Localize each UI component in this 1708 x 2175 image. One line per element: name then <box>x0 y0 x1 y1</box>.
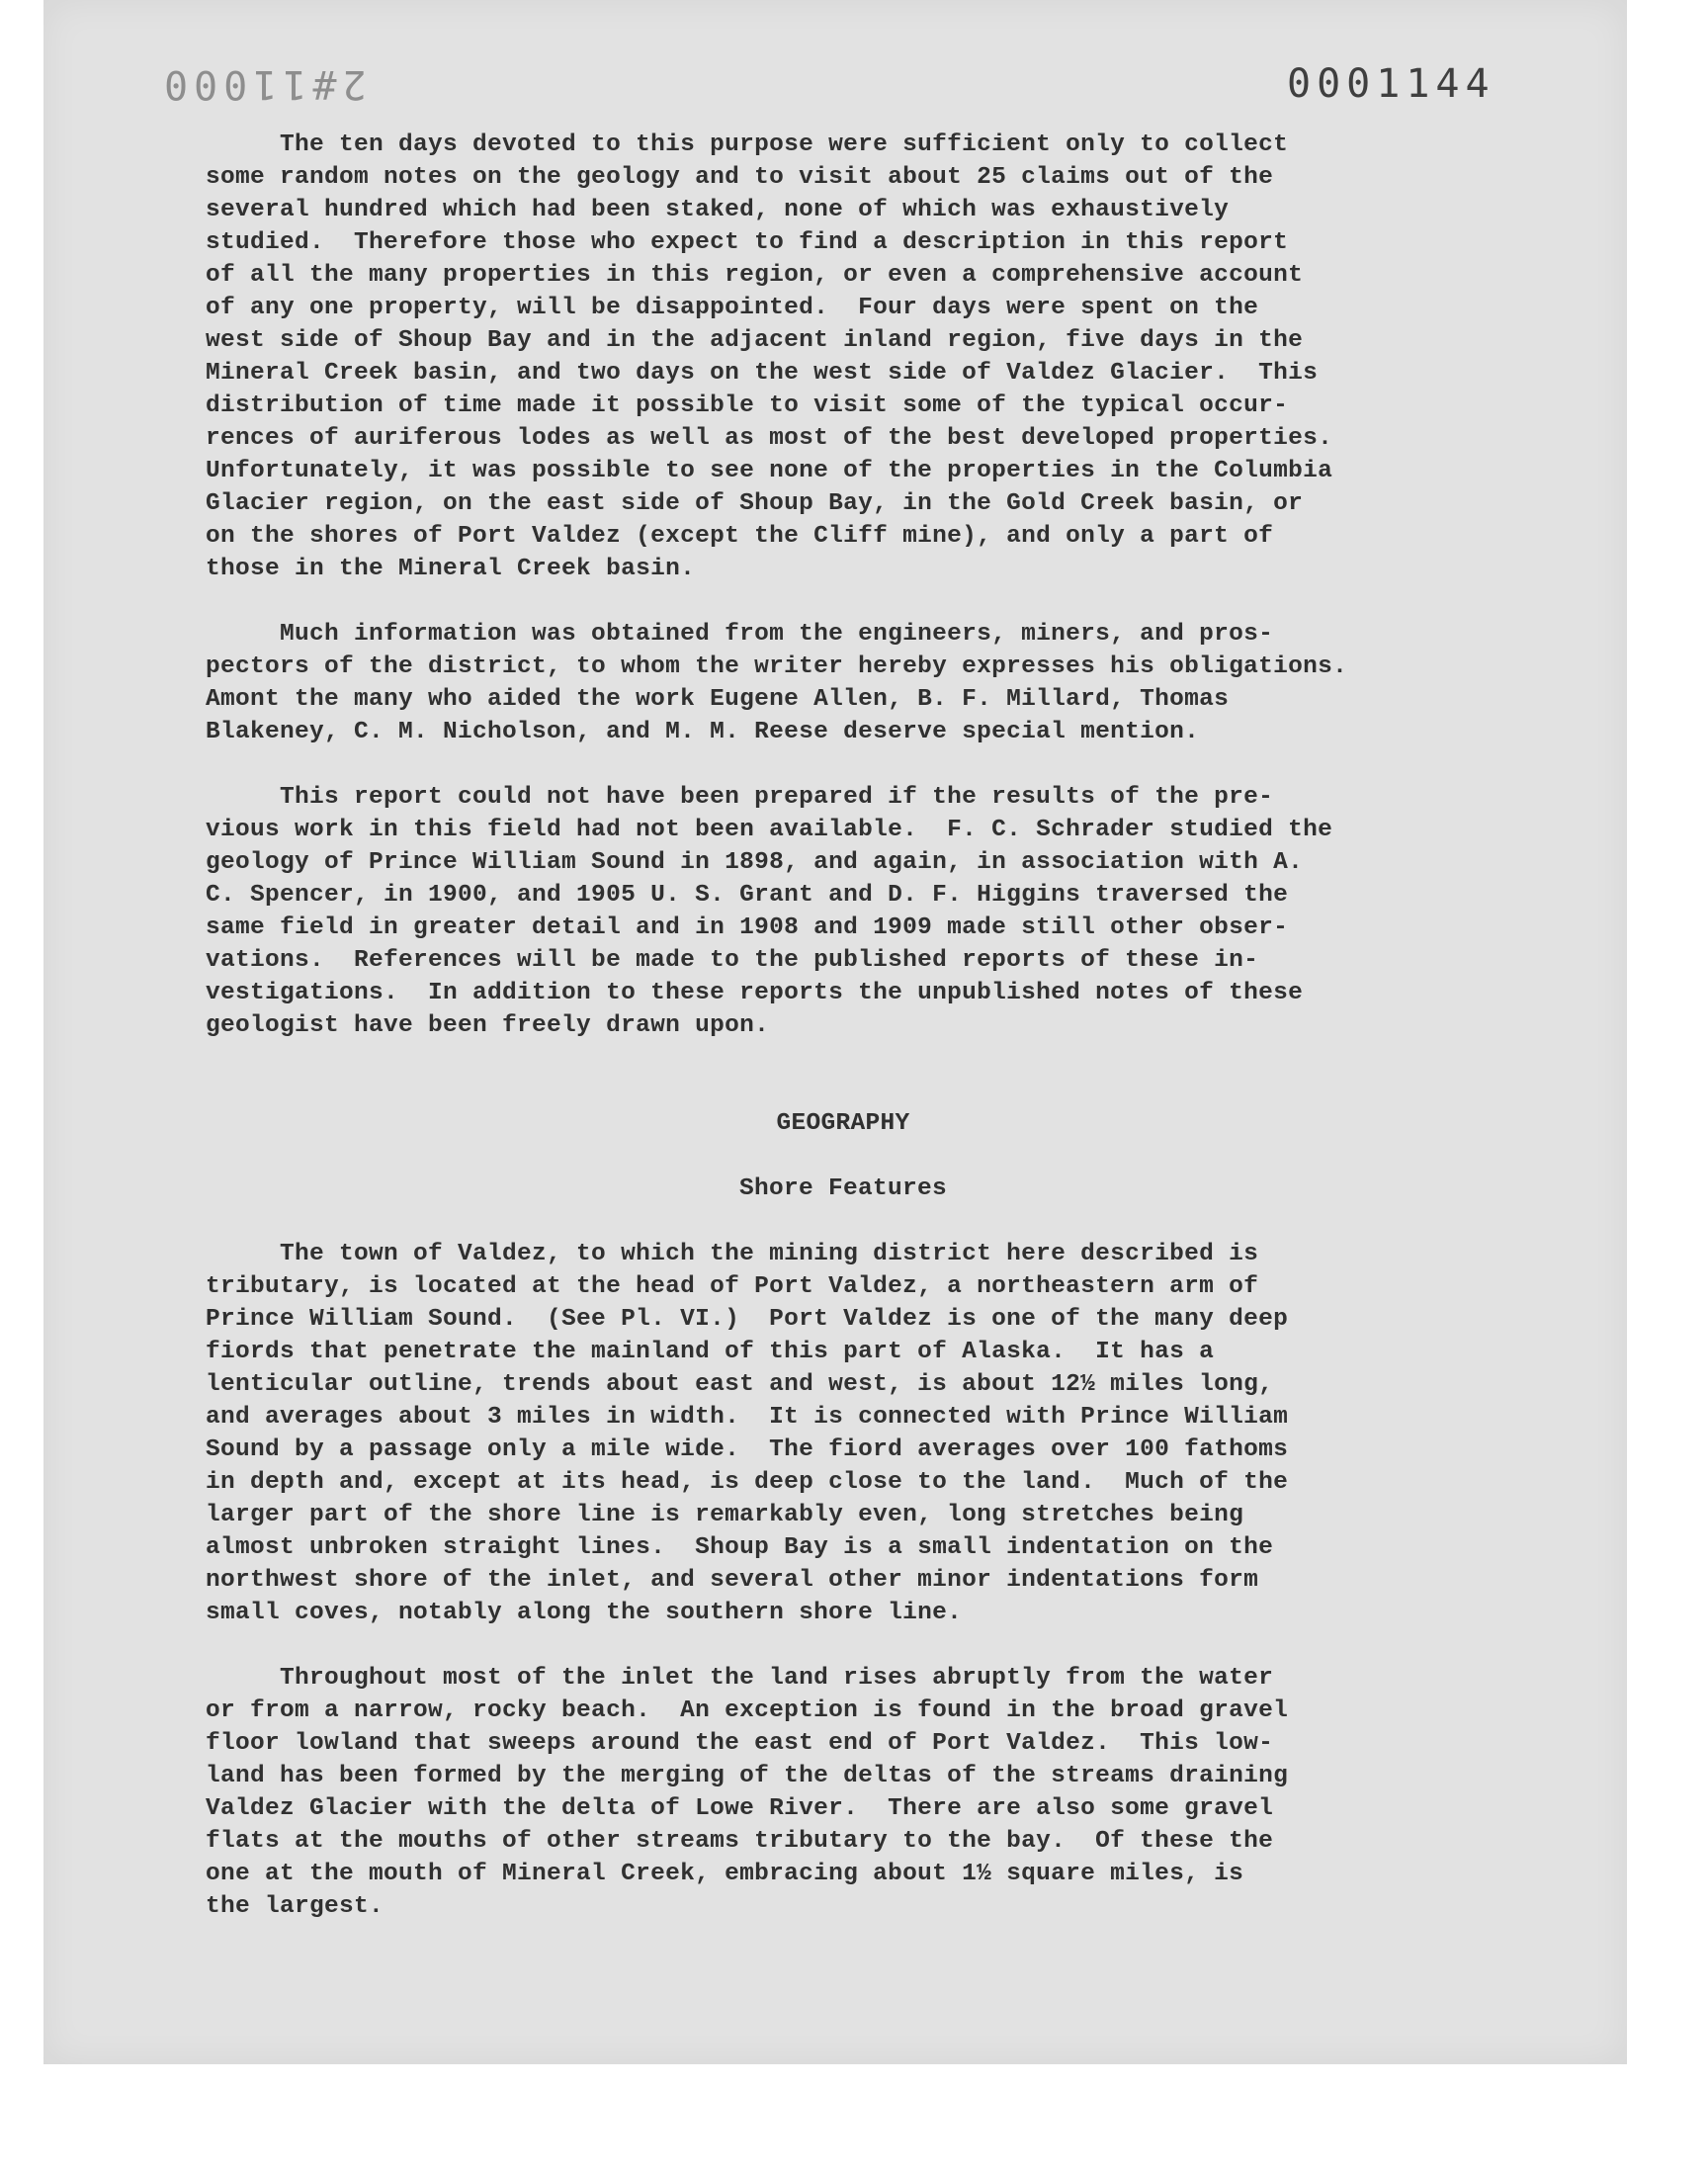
text-line: several hundred which had been staked, none of which was exhaustively <box>206 197 1230 223</box>
subsection-heading: Shore Features <box>738 1175 948 1202</box>
text-line: Much information was obtained from the engineers, miners, and pros- <box>206 621 1274 648</box>
text-line: those in the Mineral Creek basin. <box>206 556 696 582</box>
text-line: studied. Therefore those who expect to find a description in this report <box>206 229 1289 256</box>
text-line: of any one property, will be disappointed. Four days were spent on the <box>206 295 1259 321</box>
page-number-stamp: 0001144 <box>1287 61 1495 107</box>
text-line: almost unbroken straight lines. Shoup Bay is a small indentation on the <box>206 1534 1274 1561</box>
text-line: Glacier region, on the east side of Shoup Bay, in the Gold Creek basin, or <box>206 490 1304 517</box>
paragraph-acknowledgements <box>206 618 1481 748</box>
text-line: The ten days devoted to this purpose were sufficient only to collect <box>206 131 1289 158</box>
text-line: C. Spencer, in 1900, and 1905 U. S. Grant and D. F. Higgins traversed the <box>206 882 1289 909</box>
text-line: Throughout most of the inlet the land rises abruptly from the water <box>206 1665 1274 1692</box>
text-line: one at the mouth of Mineral Creek, embracing about 1½ square miles, is <box>206 1861 1244 1887</box>
section-heading: GEOGRAPHY <box>776 1110 910 1137</box>
text-line: Unfortunately, it was possible to see none of the properties in the Columbia <box>206 458 1333 484</box>
text-line: rences of auriferous lodes as well as most of the best developed properties. <box>206 425 1333 452</box>
text-line: geology of Prince William Sound in 1898, and again, in association with A. <box>206 849 1304 876</box>
text-line: Valdez Glacier with the delta of Lowe River. There are also some gravel <box>206 1795 1274 1822</box>
text-line: fiords that penetrate the mainland of this part of Alaska. It has a <box>206 1339 1215 1365</box>
text-line: geologist have been freely drawn upon. <box>206 1012 770 1039</box>
text-line: northwest shore of the inlet, and several other minor indentations form <box>206 1567 1259 1594</box>
text-line: the largest. <box>206 1893 384 1920</box>
text-line: or from a narrow, rocky beach. An exception is found in the broad gravel <box>206 1697 1289 1724</box>
text-line: in depth and, except at its head, is deep close to the land. Much of the <box>206 1469 1289 1496</box>
text-line: on the shores of Port Valdez (except the Cliff mine), and only a part of <box>206 523 1274 550</box>
text-line: floor lowland that sweeps around the east end of Port Valdez. This low- <box>206 1730 1274 1757</box>
paragraph-lowland <box>206 1662 1481 1923</box>
text-line: Prince William Sound. (See Pl. VI.) Port Valdez is one of the many deep <box>206 1306 1289 1333</box>
document-body <box>206 129 1481 1956</box>
text-line: distribution of time made it possible to visit some of the typical occur- <box>206 392 1289 419</box>
text-line: west side of Shoup Bay and in the adjacent inland region, five days in the <box>206 327 1304 354</box>
text-line: some random notes on the geology and to visit about 25 claims out of the <box>206 164 1274 191</box>
paragraph-port-valdez <box>206 1238 1481 1629</box>
text-line: tributary, is located at the head of Port Valdez, a northeastern arm of <box>206 1273 1259 1300</box>
text-line: lenticular outline, trends about east and west, is about 12½ miles long, <box>206 1371 1274 1398</box>
text-line: and averages about 3 miles in width. It is connected with Prince William <box>206 1404 1289 1431</box>
text-line: land has been formed by the merging of the deltas of the streams draining <box>206 1763 1289 1789</box>
text-line: This report could not have been prepared if the results of the pre- <box>206 784 1274 811</box>
text-line: pectors of the district, to whom the writer hereby expresses his obligations. <box>206 653 1348 680</box>
text-line: Blakeney, C. M. Nicholson, and M. M. Reese deserve special mention. <box>206 719 1200 745</box>
text-line: vestigations. In addition to these reports the unpublished notes of these <box>206 980 1304 1006</box>
text-line: larger part of the shore line is remarkably even, long stretches being <box>206 1502 1244 1528</box>
text-line: The town of Valdez, to which the mining district here described is <box>206 1241 1259 1267</box>
text-line: Sound by a passage only a mile wide. The fiord averages over 100 fathoms <box>206 1436 1289 1463</box>
paragraph-field-work <box>206 129 1481 585</box>
text-line: of all the many properties in this region, or even a comprehensive account <box>206 262 1304 289</box>
text-line: small coves, notably along the southern shore line. <box>206 1600 963 1626</box>
text-line: vious work in this field had not been available. F. C. Schrader studied the <box>206 817 1333 843</box>
text-line: flats at the mouths of other streams tributary to the bay. Of these the <box>206 1828 1274 1855</box>
page-stamp-upside-down: 2#11000 <box>158 61 367 107</box>
text-line: Amont the many who aided the work Eugene Allen, B. F. Millard, Thomas <box>206 686 1230 713</box>
paragraph-previous-work <box>206 781 1481 1042</box>
text-line: vations. References will be made to the published reports of these in- <box>206 947 1259 974</box>
text-line: Mineral Creek basin, and two days on the west side of Valdez Glacier. This <box>206 360 1319 387</box>
text-line: same field in greater detail and in 1908 and 1909 made still other obser- <box>206 914 1289 941</box>
